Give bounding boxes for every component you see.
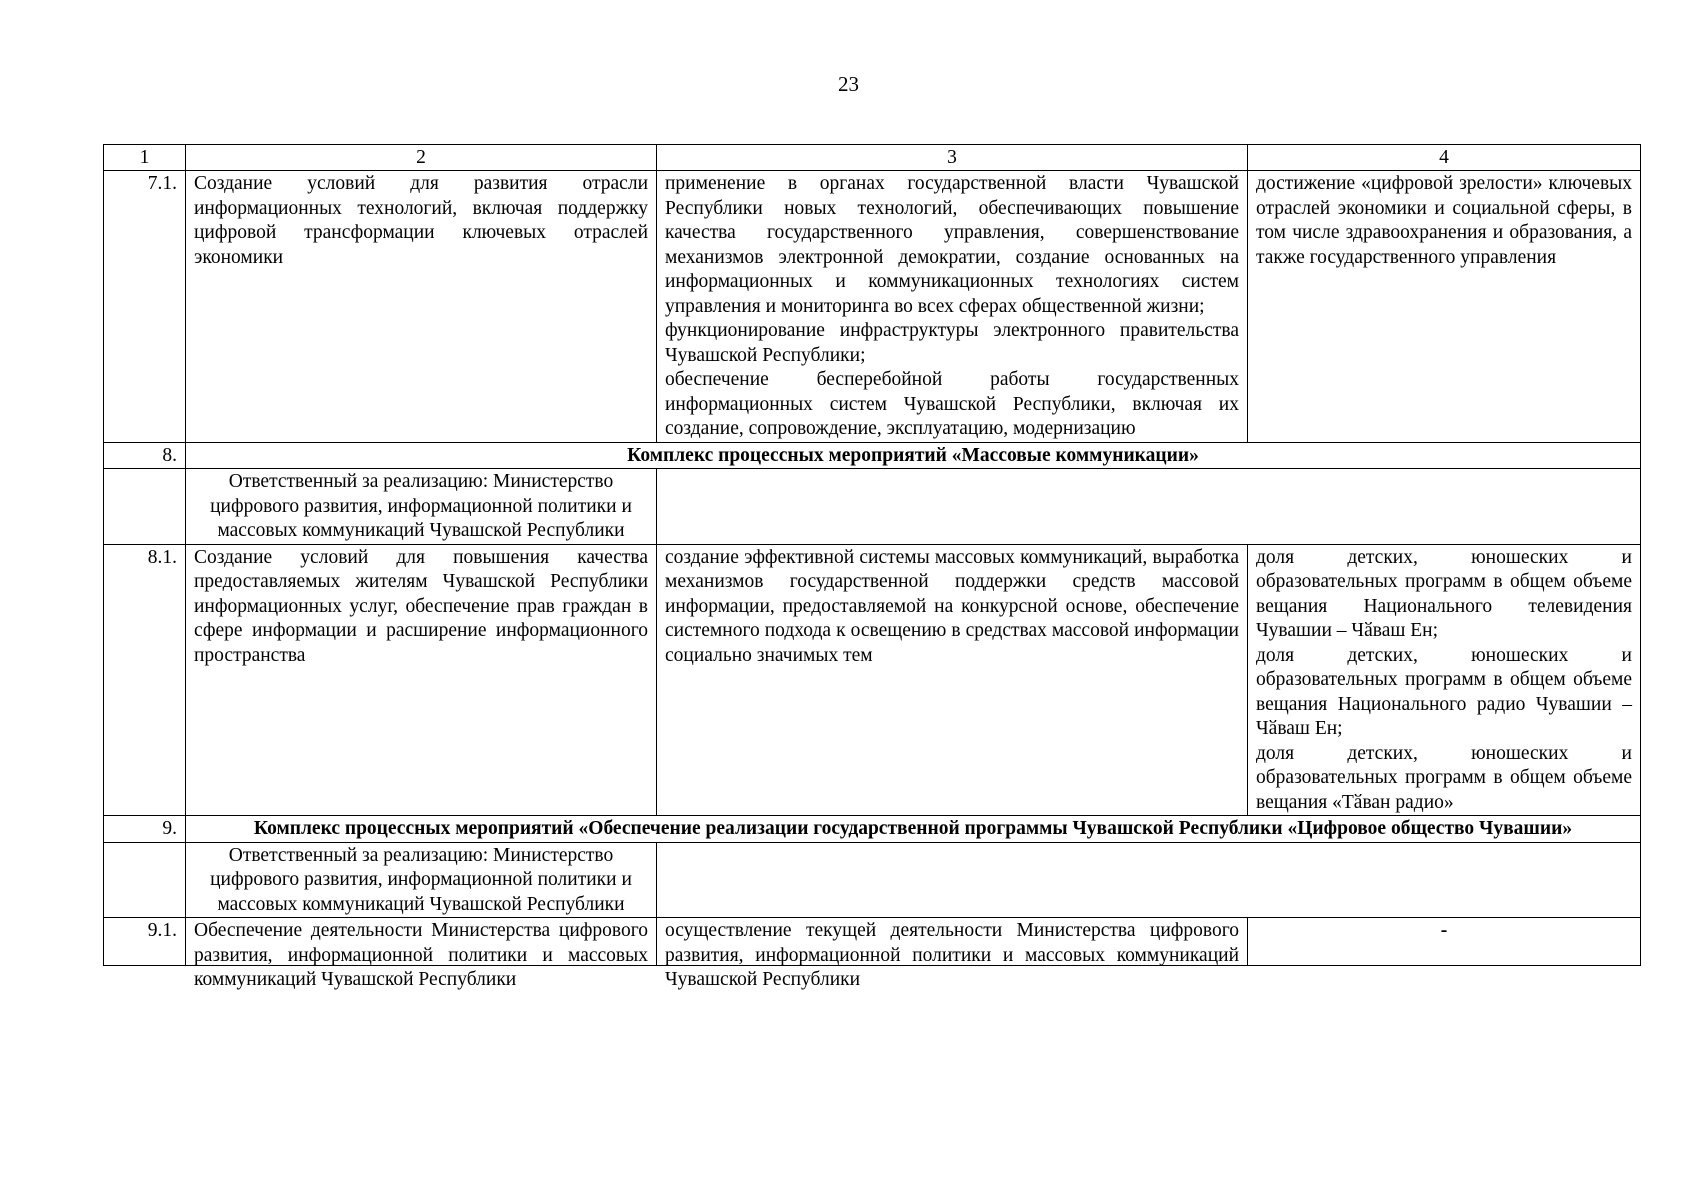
program-table: [103, 144, 1641, 990]
expected-results: [657, 918, 1248, 990]
section-row: [104, 442, 1641, 469]
table-header-row: [104, 145, 1641, 171]
table-row: [104, 544, 1641, 816]
column-header-4: 4: [1248, 145, 1641, 171]
column-header-2: 2: [186, 145, 657, 171]
row-number: 7.1.: [104, 171, 186, 443]
empty-cell: [657, 469, 1641, 545]
row-number: 8.1.: [104, 544, 186, 816]
column-header-3: 3: [657, 145, 1248, 171]
section-number: 9.: [104, 816, 186, 843]
result-item: применение в органах государственной власти Чувашской Республики новых технологий, обеспечивающих повышение качества государственного управления, совершенствование механизмов электронной демократии, создание основанных на информационных и коммуникационных технологиях систем управления и мониторинга во всех сферах общественной жизни;: [665, 173, 1239, 317]
table-row: [104, 171, 1641, 443]
expected-results: [657, 171, 1248, 443]
responsible-executor: Ответственный за реализацию: Министерство цифрового развития, информационной политики и массовых коммуникаций Чувашской Республики: [186, 842, 657, 918]
task-description-text: Обеспечение деятельности Министерства цифрового развития, информационной политики и массовых коммуникаций Чувашской Республики: [194, 920, 648, 990]
indicator-item: доля детских, юношеских и образовательных программ в общем объеме вещания Национального телевидения Чувашии – Чӑваш Ен;: [1256, 546, 1632, 641]
section-number: 8.: [104, 442, 186, 469]
result-item: обеспечение бесперебойной работы государственных информационных систем Чувашской Республики, включая их создание, сопровождение, эксплуатацию, модернизацию: [665, 369, 1239, 439]
section-row: [104, 816, 1641, 843]
indicator: [1248, 544, 1641, 816]
task-description: Создание условий для развития отрасли информационных технологий, включая поддержку цифровой трансформации ключевых отраслей экономики: [186, 171, 657, 443]
empty-cell: [104, 842, 186, 918]
row-number: 9.1.: [104, 918, 186, 966]
indicator-item: доля детских, юношеских и образовательных программ в общем объеме вещания «Тӑван радио»: [1256, 742, 1632, 813]
task-description: [186, 918, 657, 990]
section-title: Комплекс процессных мероприятий «Обеспечение реализации государственной программы Чувашской Республики «Цифровое общество Чувашии»: [186, 816, 1641, 843]
indicator-text: -: [1440, 920, 1448, 941]
task-description: Создание условий для повышения качества предоставляемых жителям Чувашской Республики информационных услуг, обеспечение прав граждан в сфере информации и расширение информационного пространства: [186, 544, 657, 816]
responsible-row: [104, 842, 1641, 918]
expected-results-text: осуществление текущей деятельности Министерства цифрового развития, информационной политики и массовых коммуникаций Чувашской Республики: [665, 920, 1239, 990]
column-header-1: 1: [104, 145, 186, 171]
indicator-item: доля детских, юношеских и образовательных программ в общем объеме вещания Национального радио Чувашии – Чӑваш Ен;: [1256, 644, 1632, 739]
empty-cell: [657, 842, 1641, 918]
empty-cell: [104, 469, 186, 545]
responsible-row: [104, 469, 1641, 545]
indicator: достижение «цифровой зрелости» ключевых отраслей экономики и социальной сферы, в том числе здравоохранения и образования, а также государственного управления: [1248, 171, 1641, 443]
result-item: функционирование инфраструктуры электронного правительства Чувашской Республики;: [665, 320, 1239, 366]
indicator: [1248, 918, 1641, 966]
table-row: [104, 918, 1641, 966]
expected-results: создание эффективной системы массовых коммуникаций, выработка механизмов государственной поддержки средств массовой информации, предоставляемой на конкурсной основе, обеспечение системного подхода к освещению в средствах массовой информации социально значимых тем: [657, 544, 1248, 816]
page-number: 23: [838, 72, 859, 96]
responsible-executor: Ответственный за реализацию: Министерство цифрового развития, информационной политики и массовых коммуникаций Чувашской Республики: [186, 469, 657, 545]
section-title: Комплекс процессных мероприятий «Массовые коммуникации»: [186, 442, 1641, 469]
